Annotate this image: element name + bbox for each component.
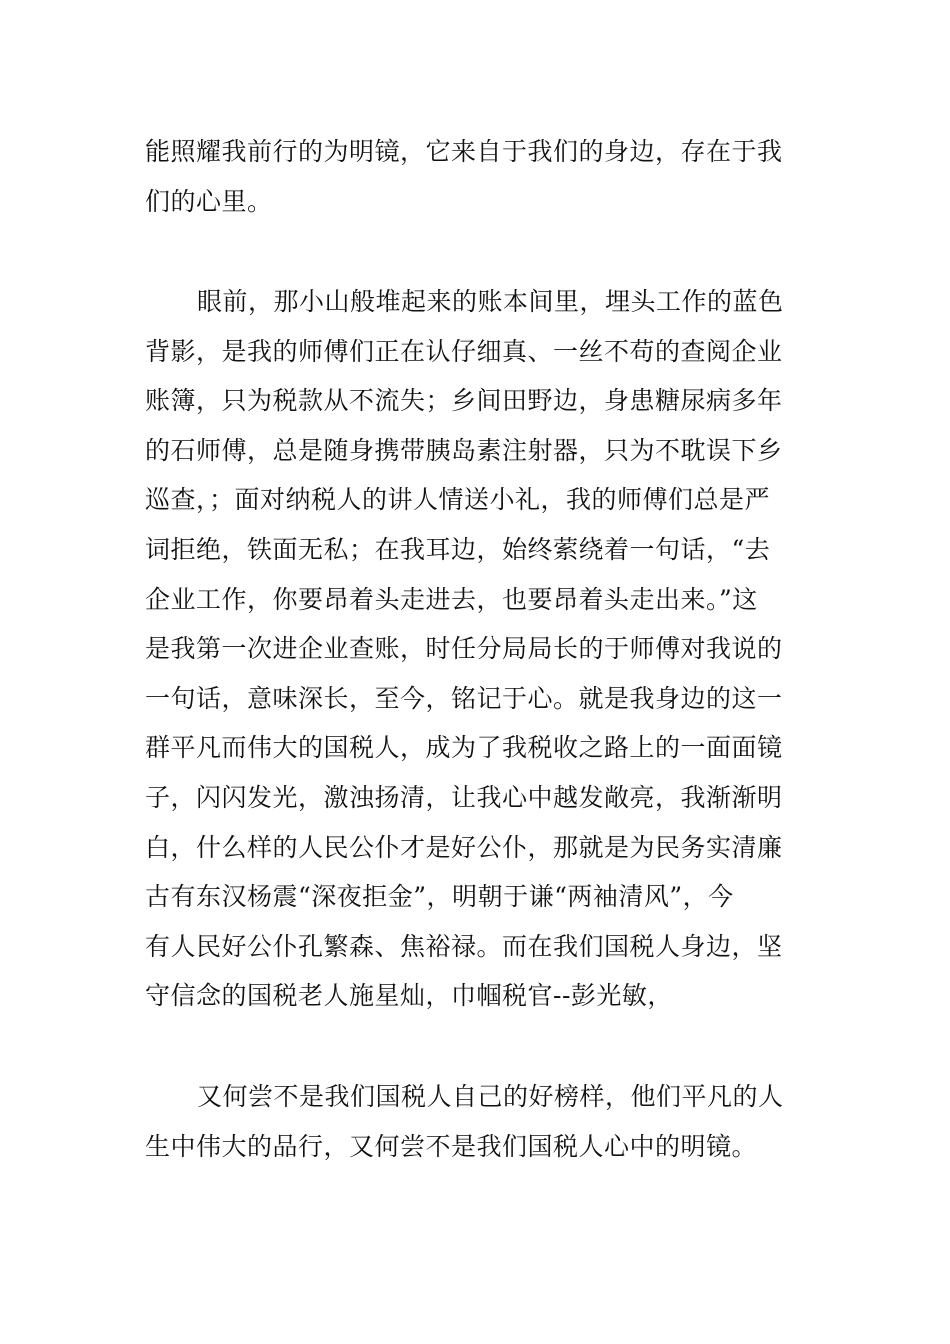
text-line: 子，闪闪发光，激浊扬清，让我心中越发敞亮，我渐渐明 — [145, 782, 783, 812]
text-line: 们的心里。 — [145, 186, 273, 216]
text-line: 古有东汉杨震“深夜拒金”，明朝于谦“两袖清风”，今 — [145, 882, 734, 912]
text-line: 又何尝不是我们国税人自己的好榜样，他们平凡的人 — [197, 1082, 784, 1111]
text-line: 企业工作，你要昂着头走进去，也要昂着头走出来。”这 — [145, 584, 758, 614]
text-line: 能照耀我前行的为明镜，它来自于我们的身边，存在于我 — [145, 137, 783, 166]
text-line: 生中伟大的品行，又何尝不是我们国税人心中的明镜。 — [145, 1131, 758, 1161]
paragraph-3 — [145, 1072, 805, 1171]
text-line: 背影，是我的师傅们正在认仔细真、一丝不苟的查阅企业 — [145, 336, 783, 366]
text-line: 词拒绝，铁面无私；在我耳边，始终萦绕着一句话，“去 — [145, 534, 771, 564]
text-line: 账簿，只为税款从不流失；乡间田野边，身患糖尿病多年 — [145, 386, 783, 416]
text-line: 巡查，；面对纳税人的讲人情送小礼，我的师傅们总是严 — [145, 485, 771, 515]
text-line: 眼前，那小山般堆起来的账本间里，埋头工作的蓝色 — [197, 287, 784, 316]
text-line: 的石师傅，总是随身携带胰岛素注射器，只为不耽误下乡 — [145, 435, 783, 465]
paragraph-2 — [145, 277, 805, 1021]
paragraph-1 — [145, 127, 805, 226]
text-line: 守信念的国税老人施星灿，巾帼税官--彭光敏， — [145, 981, 673, 1011]
text-line: 是我第一次进企业查账，时任分局局长的于师傅对我说的 — [145, 634, 783, 664]
text-line: 群平凡而伟大的国税人，成为了我税收之路上的一面面镜 — [145, 733, 783, 763]
text-line: 白，什么样的人民公仆才是好公仆，那就是为民务实清廉 — [145, 832, 783, 862]
text-line: 有人民好公仆孔繁森、焦裕禄。而在我们国税人身边，坚 — [145, 931, 783, 961]
text-line: 一句话，意味深长，至今，铭记于心。就是我身边的这一 — [145, 683, 783, 713]
